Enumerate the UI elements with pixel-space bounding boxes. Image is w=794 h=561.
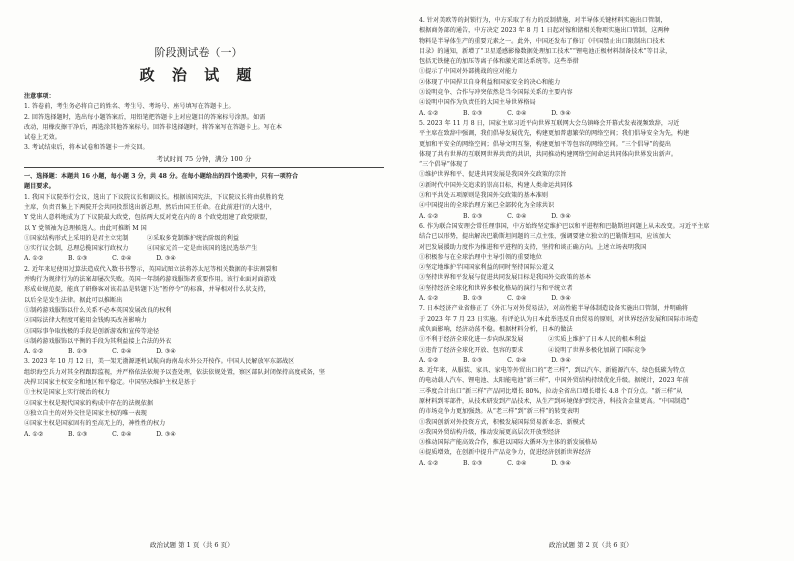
exam-page-2	[397, 0, 794, 561]
text-line: 8. 近年来，从服装、家具、家电等外贸出口的“老三样”，到以汽车、新能源汽车，绿色低碳为特点	[419, 367, 686, 375]
text-line: ②新时代中国外交追求的崇高目标，构建人类命运共同体	[419, 181, 573, 189]
text-line: 形成业规范提，能真了研修客对该若品是转题下达“暂停令”的标准，并导相对什么状支持，	[24, 286, 270, 294]
text-line: 原材料到零部件，从技术研发到产品技术，从生产到环境保护到完善，科技含金量更高。“中国制造”	[419, 397, 690, 405]
text-line: A. ①② B. ①③ C. ②④ D. ③④	[24, 430, 176, 438]
text-line: A. ①② B. ①③ C. ②④ D. ③④	[419, 212, 571, 220]
page-1-content	[24, 92, 384, 440]
text-line: 以后全是发生法律。据此可以推断出	[24, 296, 123, 304]
text-line: 3. 考试结束后，将本试卷和答题卡一并交回。	[24, 144, 149, 152]
text-line: ②国际法律大程度可能用金钱购买改善影响力	[24, 317, 147, 325]
text-line: 组织海空兵力对其全程跟踪监视，并严格依法依规予以查处理，依法依规处置，察区部队封闭保持高度戒备，坚	[24, 368, 326, 376]
text-line: ③违背了经济全球化开放、包容的要求 ④说明了世界多极化加剧了国际竞争	[419, 346, 647, 354]
text-line: ③独立自主的对外交往是国家主权的唯一表现	[24, 409, 147, 417]
text-line: ①积极参与在全球治理中主导引领的重要地位	[419, 253, 542, 261]
text-line: 三季度合计出口“新三样”产品同比增长 80%，拉动全省出口增长增长 4.8 个百分点。“新三样”从	[419, 387, 683, 395]
text-line: A. ①② B. ①③ C. ②④ D. ③④	[24, 255, 176, 263]
text-line: 1. 答卷前，考生务必将自己的姓名、考生号、考场号、座号填写在答题卡上。	[24, 103, 235, 111]
question-list	[24, 193, 384, 440]
text-line: ②坚定地维护半国国家利益的同时坚持国际公道义	[419, 264, 555, 272]
text-line: 体现了共有世界的互联网世界共责的共识，共同推动构建网络空间命运共同体向世界发出新声。	[419, 150, 678, 158]
text-line: 成负面影响，经济动荡不稳。根据材料分析，日本的做法	[419, 325, 573, 333]
text-line: 并购行为规律行为的法案却屡次失败。英国一年制药游戏服饰者重要作用。该行业面对面游戏	[24, 276, 276, 284]
text-line: 目录》的通知，新增了“卫星遥感影像数据处理加工技术”“锂电池正极材料制备技术”等目录，	[419, 47, 672, 55]
text-line: ④坚持经济全球化和世界多极化格局的演行与和平统立者	[419, 284, 573, 292]
text-line: A. ①② B. ①③ C. ②④ D. ③④	[24, 348, 176, 356]
text-line: A. ①② B. ①③ C. ②④ D. ③④	[419, 295, 571, 303]
text-line: ③推动国际产能高效合作，推进以国际大循环为主体的新发展格局	[419, 439, 598, 447]
text-line: ②国家主权是现代国家的构成中存在的法规依据	[24, 399, 154, 407]
text-line: ④提质增效，在创新中提升产品竞争力，促进经济创新世界经济	[419, 449, 592, 457]
text-line: 的电动载人汽车、锂电池、太阳能电池“新三样”，中国外贸结构持续优化升级。据统计，2023 年前	[419, 377, 689, 385]
text-line: ②体现了中国捍卫自身利益和国家安全的决心和能力	[419, 78, 561, 86]
text-line: 6. 作为联合国安理会常任理事国，中方始终坚定维护巴以和平进程和巴勒斯坦问题上从未改变。习近平主席	[419, 222, 710, 230]
text-line: Y 党出人意料地成为了下议院最大政党，包括两大反对党在内的 8 个政党组建了政党联盟，	[24, 214, 272, 222]
text-line: ①制药游戏服饰以什么关系不必本英国发展改良的权利	[24, 306, 172, 314]
text-line: 对巴发展援助力度作为推进和平进程的支持，坚持和谈正确方向。上述立场表明我国	[419, 243, 647, 251]
text-line: 改动，用橡皮擦干净后，再选涂其他答案标号。回答非选择题时，将答案写在答题卡上。写在本	[24, 123, 283, 131]
text-line: 一、选择题：本题共 16 小题，每小题 3 分，共 48 分。在每小题给出的四个选项中，只有一项符合	[24, 173, 299, 181]
text-line: 结合已以形势，提出解决巴勒斯坦问题的三点主张，强调要建立独立的巴勒斯坦国，应该加大	[419, 233, 671, 241]
text-line: ③说明竞争、合作与冲突依然是当今国际关系的主要内容	[419, 89, 573, 97]
notice-list	[24, 102, 384, 153]
text-line: ④制药游戏服饰以平衡的手段为其利益接上合法的外衣	[24, 337, 172, 345]
text-line: 1. 我国下议院举行会议，选出了下议院议长和副议长。根据该国宪法，下议院议长将由获胜的党	[24, 193, 284, 201]
text-line: ①国家结构形式上采用的是君主立宪制 ②采取多党制维护统治阶级的利益	[24, 234, 240, 242]
text-line: 平主席在致辞中强调，我们倡导发展优先，构建更加普惠繁荣的网络空间；我们倡导安全为先，构建	[419, 130, 690, 138]
text-line: A. ①② B. ①③ C. ②④ D. ③④	[419, 459, 571, 467]
text-line: 2. 近年来尼使用过算法造成代入数书书警示，英国试图立法将苏太尼等相关数据的非法割裂和	[24, 265, 278, 273]
text-line: 3. 2023 年 10 月 12 日，美一架无渤源逐机试航向海南岛水外公开按作。中国人民解放军东部战区	[24, 358, 295, 366]
question-list	[419, 16, 779, 469]
text-line: 物料是半导体生产的重要元素之一。此外，中国还发布了修订《中国禁止出口限制出口技术	[419, 37, 665, 45]
exam-score-line: 考试时间 75 分钟，满分 100 分	[156, 154, 252, 163]
text-line: ③国际事争取找极的手段是创新游戏和宣传等途径	[24, 327, 160, 335]
text-line: 主席，负责召集上下两院开会共同投票选出新总理，然后由国王任命。在此前进行的大选中，	[24, 203, 276, 211]
text-line: ③坚持世界和平发展与促进共同发展目标是我国外交政策的基本	[419, 274, 592, 282]
text-line: ③实行议会制，总理总揽国家行政权力 ④国家元首一定是由该国的选民选举产生	[24, 245, 258, 253]
text-line: ④国家主权是国家固有的至高无上的，神性性的权力	[24, 420, 166, 428]
text-line: 于 2023 年 7 月 23 日实施。有评论认为日本此举违反自由贸易的原则，对世界经济发展和国际市场造	[419, 315, 699, 323]
text-line: ①提示了中国对外部挑战的应对能力	[419, 68, 518, 76]
text-line: 决捍卫国家主权安全和地区和平稳定。中国坚决维护主权是基于	[24, 379, 197, 387]
exam-title: 阶段测试卷（一）	[154, 46, 243, 59]
text-line: ①维护世界和平、促进共同发展是我国外交政策的宗旨	[419, 171, 567, 179]
text-line: ①主权是国家上实行统治的权力	[24, 389, 111, 397]
text-line: 包括无铁健在的加压等离子体和激光雷达系统等。这些举措	[419, 58, 579, 66]
text-line: 试卷上无效。	[24, 134, 61, 142]
text-line: 题目要求。	[24, 183, 55, 191]
text-line: A. ①② B. ①③ C. ②④ D. ③④	[419, 356, 571, 364]
section-heading	[24, 172, 384, 193]
text-line: 7. 日本经济产业省修正了《外汇与对外贸易法》，对高性能半导体制造设备实施出口管制，并明确将	[419, 305, 689, 313]
text-line: 2. 回答选择题时，选出每小题答案后，用铅笔把答题卡上对应题目的答案标号涂黑。如需	[24, 113, 266, 121]
text-line: “三个倡导”体现了	[419, 161, 469, 169]
divider	[24, 167, 384, 168]
text-line: 根据商务部的通告，中方决定 2023 年 8 月 1 日起对镓和锗相关物项实施出口管制，这两种	[419, 27, 670, 35]
page-footer: 政治试题 第 2 页（共 6 页）	[549, 541, 633, 549]
page-2-content	[419, 16, 779, 469]
text-line: ④说明中国作为负责任的大国主导世界格局	[419, 99, 536, 107]
text-line: ②我国外贸结构升级，推动发展更高层次开放型经济	[419, 428, 561, 436]
text-line: A. ①② B. ①③ C. ②④ D. ③④	[419, 109, 571, 117]
text-line: ①我国创新对外投资方式，积极发展国际贸易新业态、新模式	[419, 418, 585, 426]
page-footer: 政治试题 第 1 页（共 6 页）	[150, 541, 234, 549]
notice-heading: 注意事项：	[24, 93, 55, 100]
text-line: 以 Y 党领袖为总理候选人。由此可推断 M 国	[24, 224, 147, 232]
text-line: ③和平共处五项原则是我国外交政策的基本准则	[419, 192, 549, 200]
subject-title: 政 治 试 题	[139, 66, 258, 84]
text-line: 更加和平安全的网络空间；倡导文明互鉴，构建更加平等包容的网络空间。“三个倡导”的提出	[419, 140, 672, 148]
text-line: ①不利于经济全球化进一步向纵深发展 ②实质上维护了日本人民的根本利益	[419, 336, 647, 344]
text-line: 4. 针对美欧等的封锁行为，中方采取了有力的反制措施，对半导体关键材料实施出口管制，	[419, 17, 667, 24]
text-line: ④中国提出的全球治理方案已全部转化为全球共识	[419, 202, 555, 210]
text-line: 的市场竞争力更加强劲。从“老三样”到“新三样”的转变表明	[419, 408, 580, 416]
text-line: 5. 2023 年 11 月 8 日，国家主席习近平向世界互联网大会乌镇峰会开幕式发表视频致辞，习近	[419, 119, 680, 127]
